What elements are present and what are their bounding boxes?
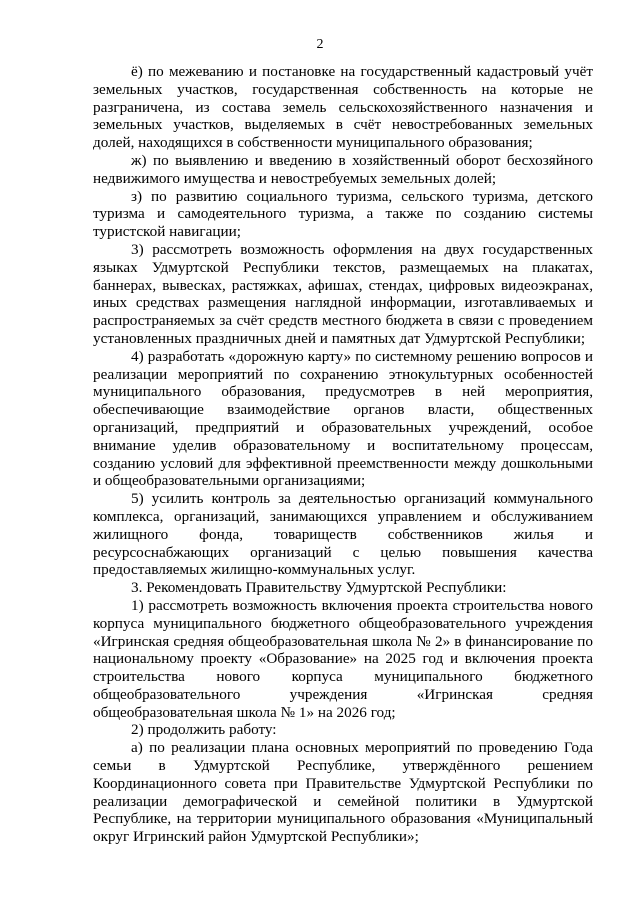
- paragraph-item-z: з) по развитию социального туризма, сельского туризма, детского туризма и самодеятельного туризма, а также по созданию системы туристской навигации;: [93, 187, 593, 241]
- page-number: 2: [316, 37, 324, 52]
- paragraph-item-2: 2) продолжить работу:: [131, 721, 277, 739]
- paragraph-item-5: 5) усилить контроль за деятельностью организаций коммунального комплекса, организаций, занимающихся управлением и обслуживанием жилищного фонда, товариществ собственников жилья и ресурсоснабжающих организаций с целью повышения качества предоставляемых жилищно-коммунальных услуг.: [93, 490, 593, 579]
- paragraph-item-zh: ж) по выявлению и введению в хозяйственный оборот бесхозяйного недвижимого имущества и невостребуемых земельных долей;: [93, 151, 593, 187]
- paragraph-section-3: 3. Рекомендовать Правительству Удмуртской Республики:: [131, 579, 507, 597]
- document-body: [93, 63, 593, 846]
- paragraph-item-3: 3) рассмотреть возможность оформления на двух государственных языках Удмуртской Республики текстов, размещаемых на плакатах, баннерах, вывесках, растяжках, афишах, стендах, цифровых видеоэкранах, иных средствах размещения наглядной информации, изготавливаемых и распространяемых за счёт средств местного бюджета в связи с проведением установленных праздничных дней и памятных дат Удмуртской Республики;: [93, 240, 593, 347]
- paragraph-item-yo: ё) по межеванию и постановке на государственный кадастровый учёт земельных участков, государственная собственность на которые не разграничена, из состава земель сельскохозяйственного назначения и земельных участков, выделяемых в счёт невостребованных земельных долей, находящихся в собственности муниципального образования;: [93, 63, 593, 152]
- paragraph-item-a: а) по реализации плана основных мероприятий по проведению Года семьи в Удмуртской Республике, утверждённого решением Координационного совета при Правительстве Удмуртской Республики по реализации демографической и семейной политики в Удмуртской Республике, на территории муниципального образования «Муниципальный округ Игринский район Удмуртской Республики»;: [93, 739, 593, 846]
- paragraph-item-4: 4) разработать «дорожную карту» по системному решению вопросов и реализации мероприятий по сохранению этнокультурных особенностей муниципального образования, предусмотрев в ней мероприятия, обеспечивающие взаимодействие органов власти, общественных организаций, предприятий и образовательных учреждений, особое внимание уделив образовательному и воспитательному процессам, созданию условий для эффективной преемственности между дошкольными и общеобразовательными организациями;: [93, 347, 593, 490]
- paragraph-item-1: 1) рассмотреть возможность включения проекта строительства нового корпуса муниципального бюджетного общеобразовательного учреждения «Игринская средняя общеобразовательная школа № 2» в финансирование по национальному проекту «Образование» на 2025 год и включения проекта строительства нового корпуса муниципального бюджетного общеобразовательного учреждения «Игринская средняя общеобразовательная школа № 1» на 2026 год;: [93, 596, 593, 721]
